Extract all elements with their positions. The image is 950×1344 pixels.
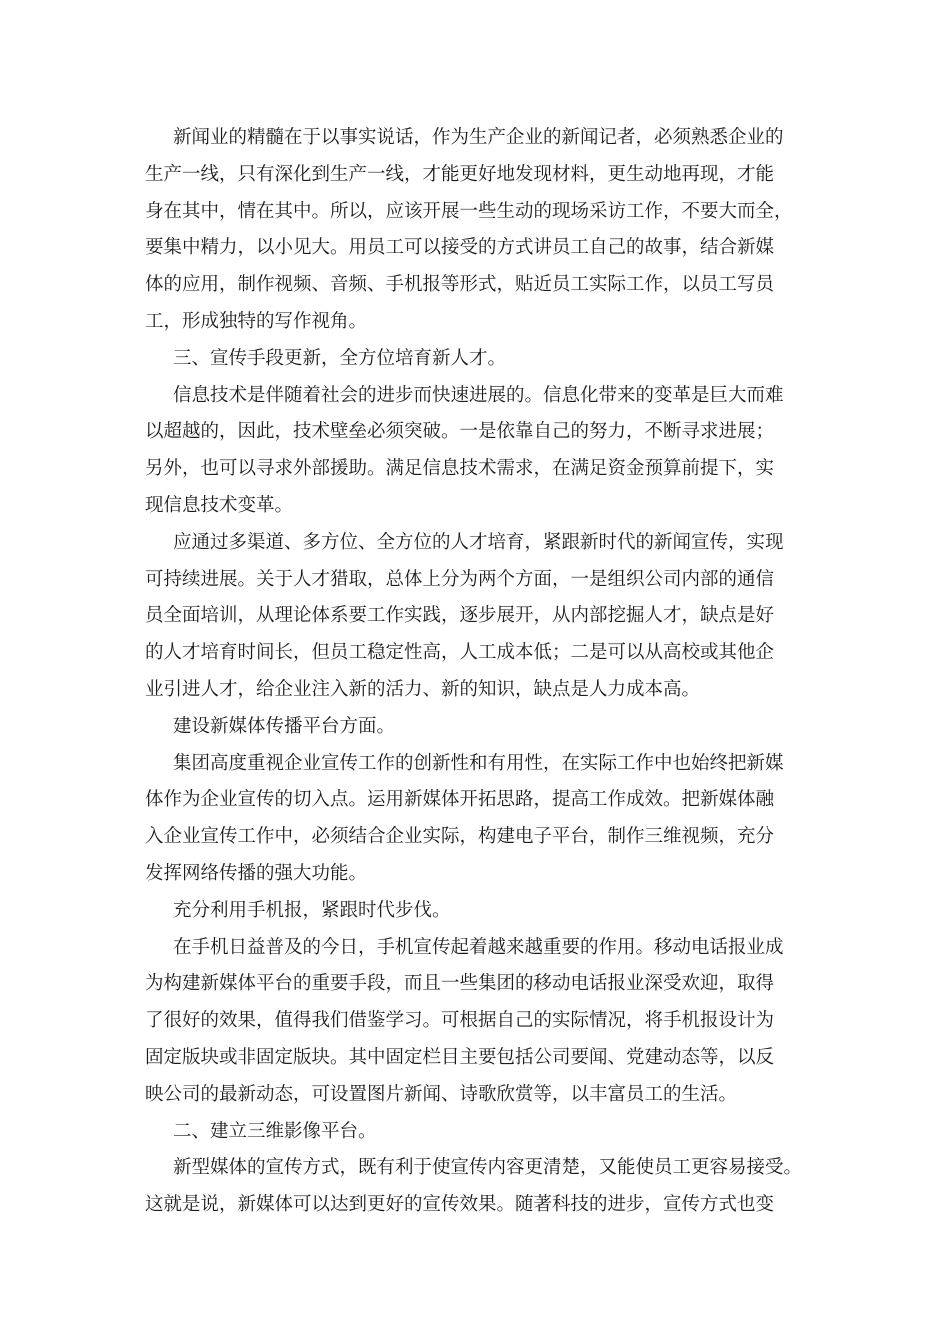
text-line: 映公司的最新动态，可设置图片新闻、诗歌欣赏等，以丰富员工的生活。 [145,1083,738,1105]
text-line: 工，形成独特的写作视角。 [145,310,368,332]
text-line: 在手机日益普及的今日，手机宣传起着越来越重要的作用。移动电话报业成 [173,936,784,958]
text-line: 发挥网络传播的强大功能。 [145,862,368,884]
text-line: 应通过多渠道、多方位、全方位的人才培育，紧跟新时代的新闻宣传，实现 [173,531,784,553]
text-line: 三、宣传手段更新，全方位培育新人才。 [173,347,507,369]
text-line: 业引进人才，给企业注入新的活力、新的知识，缺点是人力成本高。 [145,678,701,700]
text-line: 体作为企业宣传的切入点。运用新媒体开拓思路，提高工作成效。把新媒体融 [145,789,775,811]
text-line: 入企业宣传工作中，必须结合企业实际，构建电子平台，制作三维视频，充分 [145,826,775,848]
text-line: 的人才培育时间长，但员工稳定性高，人工成本低；二是可以从高校或其他企 [145,642,775,664]
text-line: 新型媒体的宣传方式，既有利于使宣传内容更清楚，又能使员工更容易接受。 [173,1157,803,1179]
text-line: 二、建立三维影像平台。 [173,1120,377,1142]
text-line: 要集中精力，以小见大。用员工可以接受的方式讲员工自己的故事，结合新媒 [145,237,775,259]
text-line: 集团高度重视企业宣传工作的创新性和有用性，在实际工作中也始终把新媒 [173,752,784,774]
text-line: 这就是说，新媒体可以达到更好的宣传效果。随著科技的进步，宣传方式也变 [145,1194,775,1216]
document-body [145,120,825,1224]
text-line: 体的应用，制作视频、音频、手机报等形式，贴近员工实际工作，以员工写员 [145,274,775,296]
text-line: 为构建新媒体平台的重要手段，而且一些集团的移动电话报业深受欢迎，取得 [145,973,775,995]
text-line: 固定版块或非固定版块。其中固定栏目主要包括公司要闻、党建动态等，以反 [145,1046,775,1068]
text-line: 生产一线，只有深化到生产一线，才能更好地发现材料，更生动地再现，才能 [145,163,775,185]
text-line: 现信息技术变革。 [145,494,294,516]
text-line: 身在其中，情在其中。所以，应该开展一些生动的现场采访工作，不要大而全， [145,200,793,222]
text-line: 建设新媒体传播平台方面。 [173,715,396,737]
text-line: 员全面培训，从理论体系要工作实践，逐步展开，从内部挖掘人才，缺点是好 [145,605,775,627]
text-line: 充分利用手机报，紧跟时代步伐。 [173,899,451,921]
text-line: 以超越的，因此，技术壁垒必须突破。一是依靠自己的努力，不断寻求进展； [145,421,775,443]
text-line: 新闻业的精髓在于以事实说话，作为生产企业的新闻记者，必须熟悉企业的 [173,127,784,148]
text-line: 了很好的效果，值得我们借鉴学习。可根据自己的实际情况，将手机报设计为 [145,1010,775,1032]
text-line: 可持续进展。关于人才猎取，总体上分为两个方面，一是组织公司内部的通信 [145,568,775,590]
text-line: 信息技术是伴随着社会的进步而快速进展的。信息化带来的变革是巨大而难 [173,384,784,406]
text-line: 另外，也可以寻求外部援助。满足信息技术需求，在满足资金预算前提下，实 [145,458,775,480]
